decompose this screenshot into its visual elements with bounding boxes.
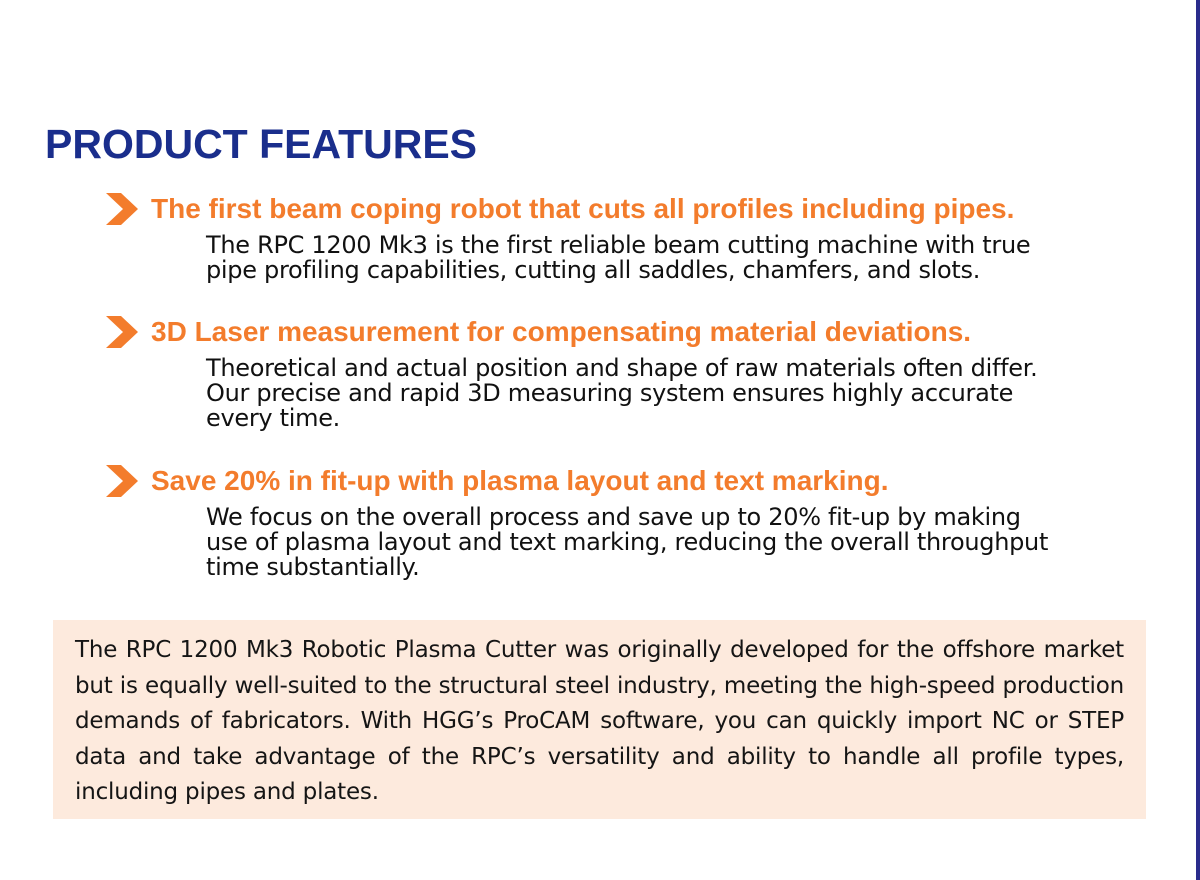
feature-item [104, 189, 1184, 283]
chevron-right-icon [104, 315, 140, 349]
description-line: Our precise and rapid 3D measuring system ensures highly accurate [206, 379, 1014, 407]
chevron-right-icon [104, 192, 140, 226]
description-line: Theoretical and actual position and shape of raw materials often differ. [206, 354, 1038, 382]
feature-item [104, 312, 1184, 431]
feature-description [206, 505, 1166, 580]
feature-item [104, 461, 1184, 580]
description-line: pipe profiling capabilities, cutting all saddles, chamfers, and slots. [206, 256, 981, 284]
feature-title: The first beam coping robot that cuts all profiles including pipes. [151, 193, 1015, 224]
chevron-right-icon [104, 464, 140, 498]
description-line: We focus on the overall process and save up to 20% fit-up by making [206, 503, 1021, 531]
right-edge-rule [1196, 0, 1200, 880]
feature-title: 3D Laser measurement for compensating material deviations. [151, 316, 972, 347]
page-heading: PRODUCT FEATURES [45, 121, 478, 167]
description-line: use of plasma layout and text marking, reducing the overall throughput [206, 528, 1049, 556]
feature-header [104, 461, 1184, 501]
feature-header [104, 189, 1184, 229]
feature-title: Save 20% in fit-up with plasma layout and text marking. [151, 465, 889, 496]
feature-description [206, 233, 1166, 283]
feature-header [104, 312, 1184, 352]
summary-callout [53, 620, 1146, 819]
callout-text: The RPC 1200 Mk3 Robotic Plasma Cutter was originally developed for the offshore market but is equally well-suited to the structural steel industry, meeting the high-speed production demands of fabricators. With HGG’s ProCAM software, you can quickly import NC or STEP data and take advantage of the RPC’s versatility and ability to handle all profile types, including pipes and plates. [75, 637, 1124, 805]
feature-description [206, 356, 1166, 431]
description-line: every time. [206, 404, 340, 432]
description-line: time substantially. [206, 553, 420, 581]
description-line: The RPC 1200 Mk3 is the first reliable beam cutting machine with true [206, 231, 1031, 259]
